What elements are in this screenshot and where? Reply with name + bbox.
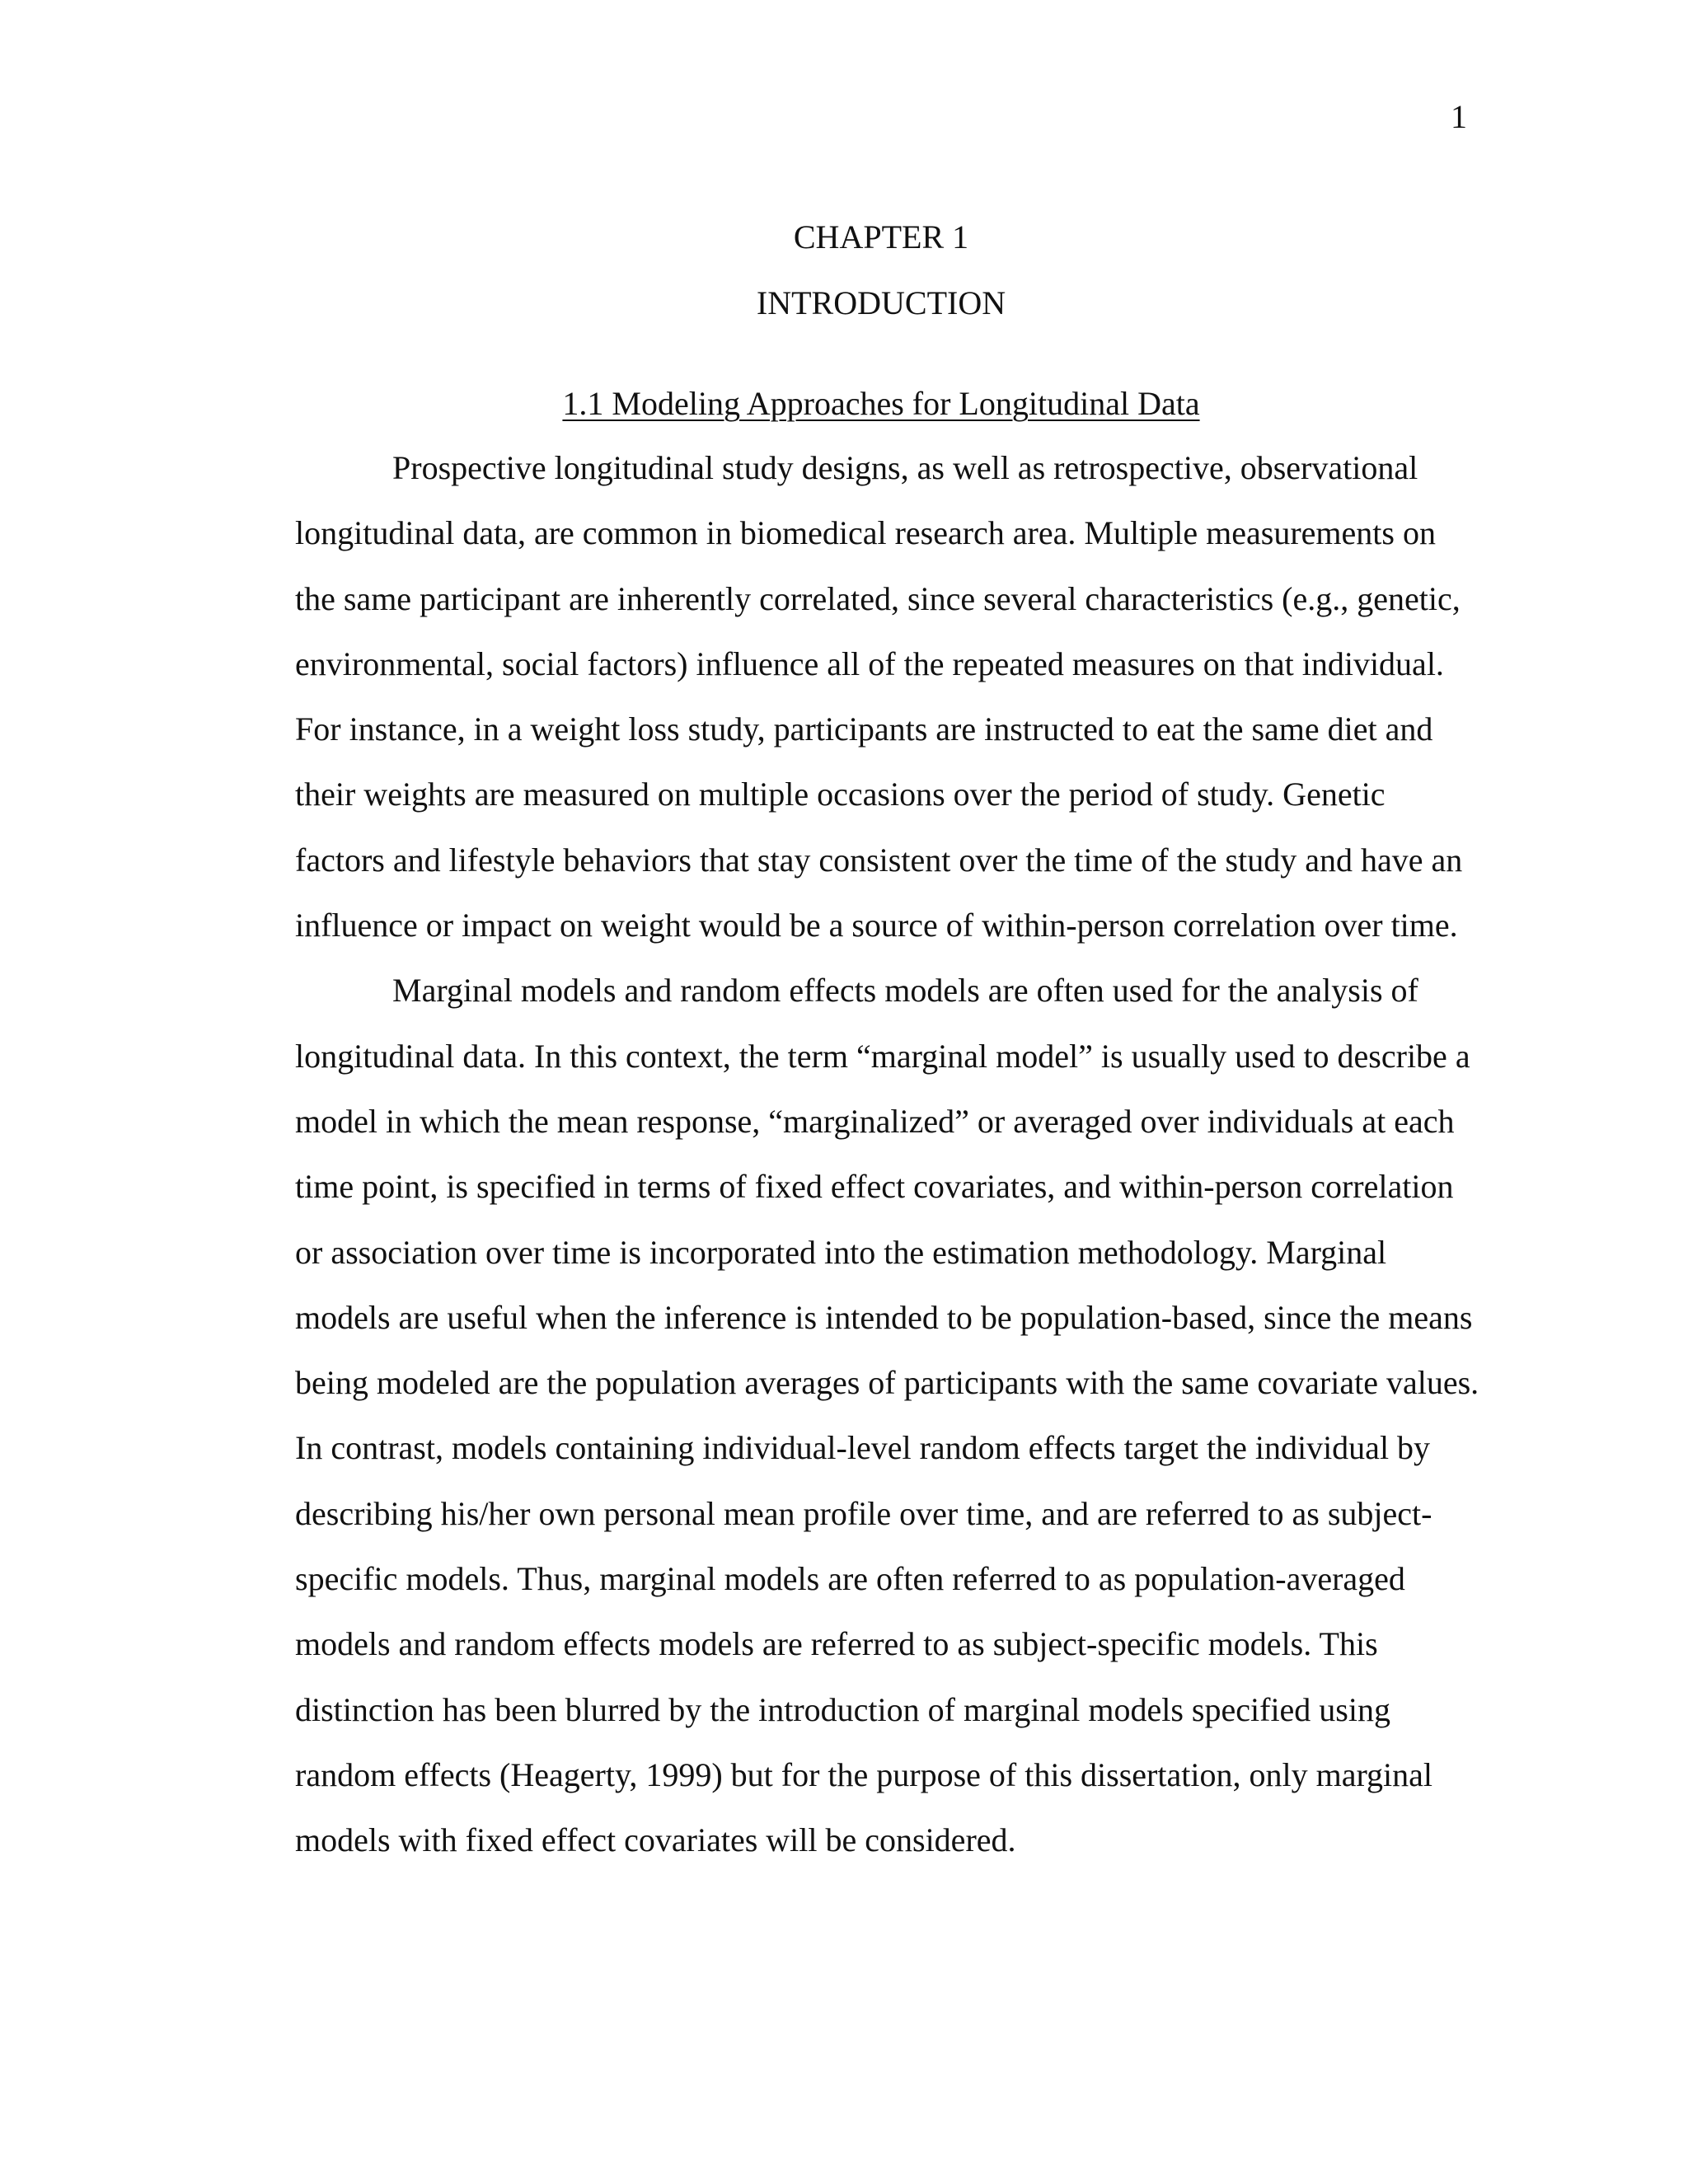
text-line: models with fixed effect covariates will be considered.	[295, 1821, 1016, 1859]
text-line: specific models. Thus, marginal models are often referred to as population-averaged	[295, 1560, 1405, 1598]
text-line: For instance, in a weight loss study, participants are instructed to eat the same diet and	[295, 710, 1433, 748]
text-line: longitudinal data, are common in biomedical research area. Multiple measurements on	[295, 514, 1436, 552]
text-line: models and random effects models are referred to as subject-specific models. This	[295, 1625, 1378, 1663]
text-line: being modeled are the population averages of participants with the same covariate values.	[295, 1364, 1479, 1402]
section-heading: 1.1 Modeling Approaches for Longitudinal Data	[562, 385, 1200, 422]
text-line: longitudinal data. In this context, the term “marginal model” is usually used to describe a	[295, 1037, 1470, 1075]
text-line: environmental, social factors) influence all of the repeated measures on that individual.	[295, 644, 1444, 682]
text-line: time point, is specified in terms of fixed effect covariates, and within-person correlation	[295, 1168, 1454, 1206]
text-line: model in which the mean response, “marginalized” or averaged over individuals at each	[295, 1102, 1455, 1140]
text-line: models are useful when the inference is intended to be population-based, since the means	[295, 1298, 1473, 1336]
text-line: or association over time is incorporated into the estimation methodology. Marginal	[295, 1233, 1387, 1271]
page-number: 1	[1451, 98, 1467, 135]
text-line: Prospective longitudinal study designs, as well as retrospective, observational	[392, 449, 1418, 486]
text-line: distinction has been blurred by the introduction of marginal models specified using	[295, 1690, 1390, 1728]
text-line: describing his/her own personal mean profile over time, and are referred to as subject-	[295, 1494, 1432, 1532]
text-line: factors and lifestyle behaviors that stay consistent over the time of the study and have an	[295, 841, 1463, 879]
chapter-label: CHAPTER 1	[793, 218, 969, 255]
paragraph-1	[295, 443, 1474, 966]
text-line: influence or impact on weight would be a source of within-person correlation over time.	[295, 907, 1458, 944]
text-line: Marginal models and random effects models are often used for the analysis of	[392, 972, 1418, 1010]
body-text	[295, 443, 1479, 1882]
paragraph-2	[295, 966, 1479, 1881]
text-line: In contrast, models containing individual-level random effects target the individual by	[295, 1429, 1431, 1467]
text-line: the same participant are inherently correlated, since several characteristics (e.g., genetic,	[295, 579, 1461, 617]
text-line: random effects (Heagerty, 1999) but for the purpose of this dissertation, only marginal	[295, 1755, 1433, 1793]
text-line: their weights are measured on multiple occasions over the period of study. Genetic	[295, 776, 1386, 813]
chapter-title: INTRODUCTION	[756, 284, 1006, 321]
